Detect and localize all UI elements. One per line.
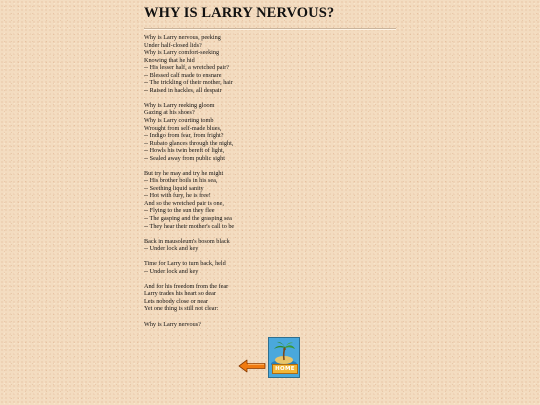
- poem-line: Yet one thing is still not clear:: [144, 305, 219, 313]
- page-title: WHY IS LARRY NERVOUS?: [144, 5, 335, 21]
- poem-line: -- Indigo from fear, from fright?: [144, 132, 224, 140]
- poem-line: Wrought from self-made blues,: [144, 124, 222, 132]
- horizontal-divider: [144, 28, 396, 30]
- poem-line: -- Seething liquid sanity: [144, 184, 204, 192]
- poem-line: Larry trades his heart so dear: [144, 290, 216, 298]
- poem-stanza: [144, 34, 384, 94]
- poem-line: Why is Larry nervous?: [144, 320, 201, 328]
- poem-line: -- Rubato glances through the night,: [144, 139, 234, 147]
- poem-line: -- The gasping and the grasping sea: [144, 215, 232, 223]
- poem-line: Lets nobody close or near: [144, 297, 208, 305]
- poem-line: Why is Larry courting tomb: [144, 116, 214, 124]
- home-button[interactable]: [268, 337, 300, 378]
- poem-stanza: [144, 260, 384, 275]
- poem-line: -- Flying to the sun they flee: [144, 207, 215, 215]
- poem-line: Time for Larry to turn back, held: [144, 260, 226, 268]
- poem-line: -- Raised in hackles, all despair: [144, 86, 222, 94]
- poem-stanza: [144, 321, 384, 329]
- poem-line: But try he may and try he might: [144, 169, 224, 177]
- poem-line: And for his freedom from the fear: [144, 282, 229, 290]
- poem-line: -- Under lock and key: [144, 267, 199, 275]
- poem-line: -- The trickling of their mother, hair: [144, 79, 233, 87]
- poem-line: Back in mausoleum's bosom black: [144, 237, 230, 245]
- page-navigation: [238, 337, 302, 379]
- poem-line: Knowing that he hid: [144, 56, 195, 64]
- poem-stanza: [144, 238, 384, 253]
- poem-stanza: [144, 170, 384, 230]
- poem-line: -- Sealed away from public sight: [144, 154, 225, 162]
- poem-line: -- Howls his twin bereft of light,: [144, 147, 225, 155]
- poem-line: Under half-closed lids?: [144, 41, 202, 49]
- poem-line: -- They hear their mother's call to be: [144, 222, 235, 230]
- poem-line: -- Under lock and key: [144, 245, 199, 253]
- poem-line: Why is Larry reeking gloom: [144, 101, 215, 109]
- poem: [144, 34, 384, 336]
- back-link[interactable]: [238, 359, 266, 373]
- poem-line: And so the wretched pair is one,: [144, 199, 224, 207]
- poem-line: Why is Larry comfort-seeking: [144, 49, 220, 57]
- poem-stanza: [144, 283, 384, 313]
- poem-line: Why is Larry nervous, peeking: [144, 34, 221, 41]
- poem-line: -- His lesser half, a wretched pair?: [144, 64, 230, 72]
- left-arrow-icon: [238, 359, 266, 373]
- home-label: HOME: [272, 364, 298, 374]
- poem-line: -- His brother boils in his sea,: [144, 177, 218, 185]
- poem-stanza: [144, 102, 384, 162]
- poem-line: -- Blessed calf made to ensnare: [144, 71, 222, 79]
- poem-line: Gazing at his shoes?: [144, 109, 195, 117]
- poem-line: -- Hot with fury, he is free!: [144, 192, 211, 200]
